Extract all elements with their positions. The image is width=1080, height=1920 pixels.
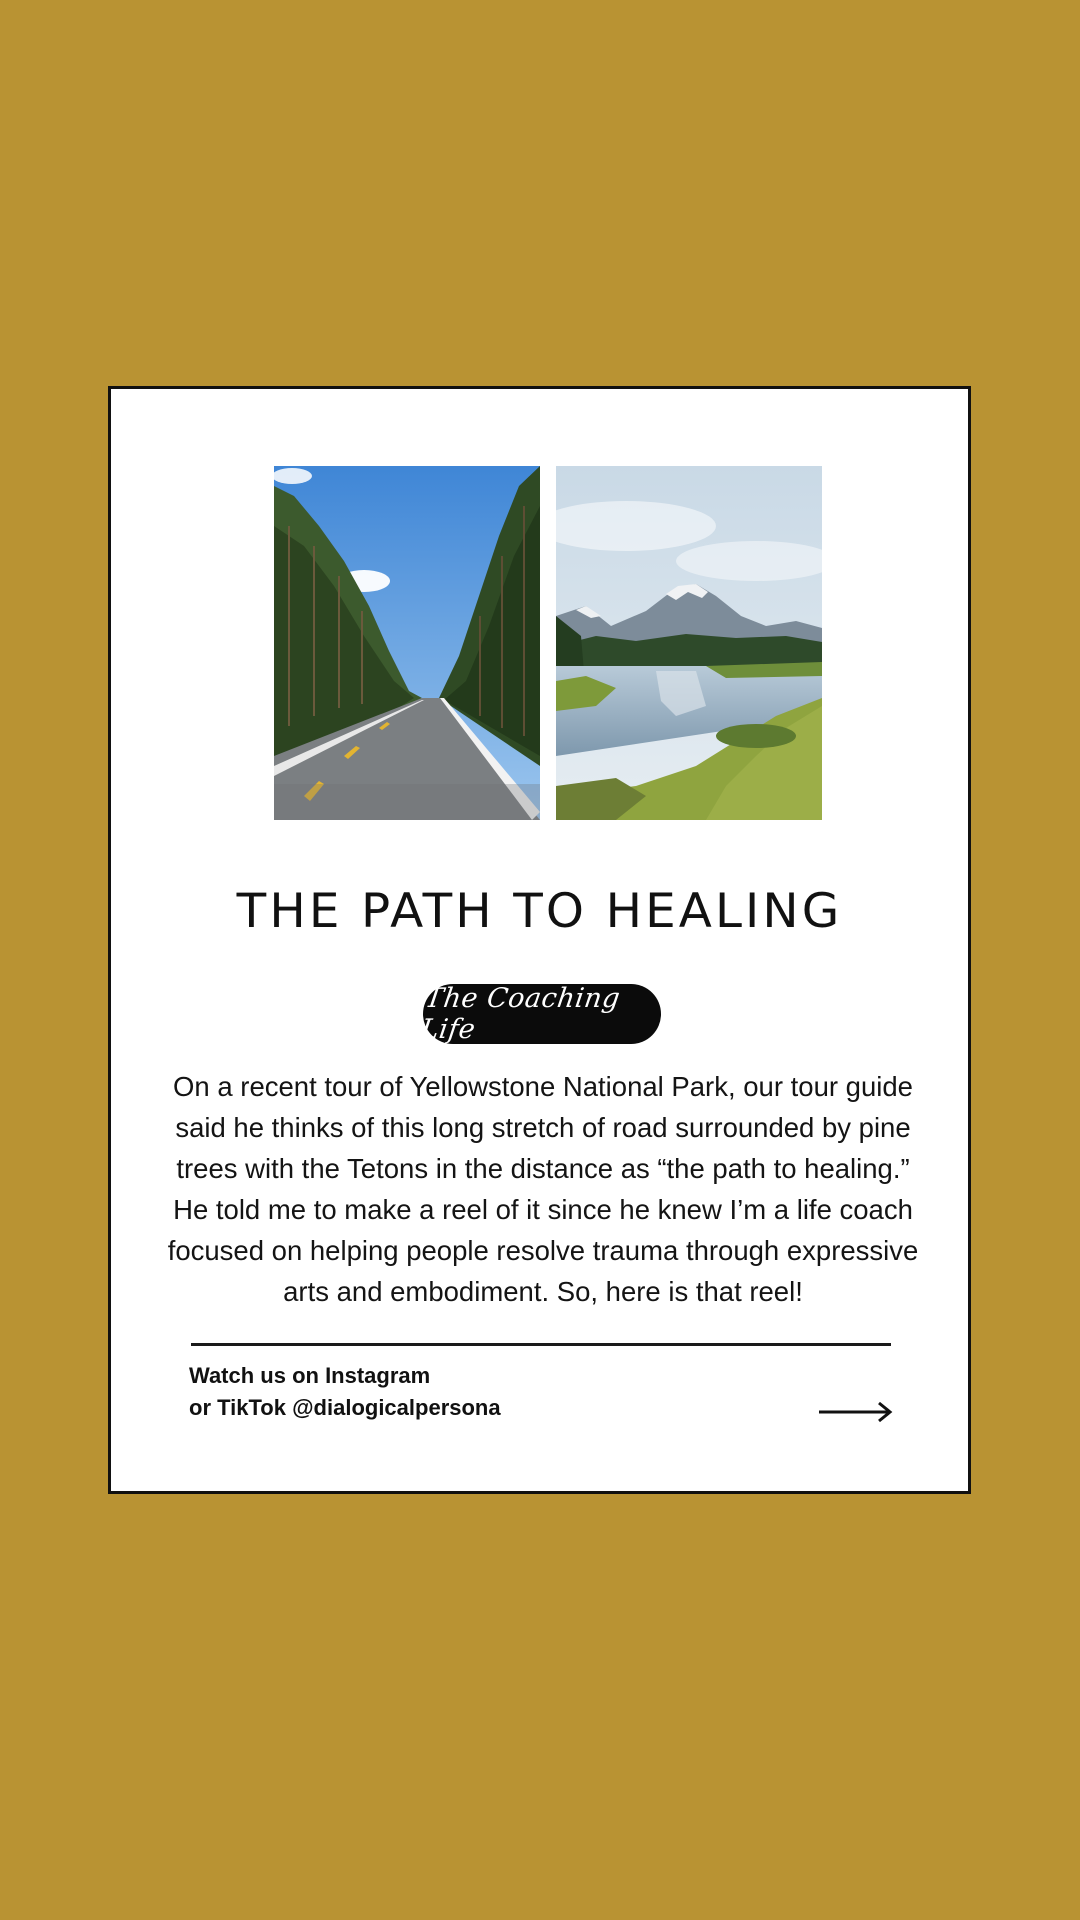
lake-photo	[556, 466, 822, 820]
road-photo	[274, 466, 540, 820]
arrow-right-icon[interactable]	[819, 1400, 893, 1424]
post-card	[108, 386, 971, 1494]
social-line-tiktok: or TikTok @dialogicalpersona	[189, 1395, 501, 1420]
social-line-instagram: Watch us on Instagram	[189, 1363, 431, 1388]
divider	[191, 1343, 891, 1346]
page-title: THE PATH TO HEALING	[236, 884, 843, 939]
brand-badge	[418, 983, 661, 1045]
brand-badge-label: The Coaching Life	[418, 983, 623, 1045]
social-callout	[189, 1360, 501, 1424]
post-body-text: On a recent tour of Yellowstone National Park, our tour guide said he thinks of this long stretch of road surrounded by pine trees with the Tetons in the distance as “the path to healing.” He told me to make a reel of it since he knew I’m a life coach focused on helping people resolve trauma through expressive arts and embodiment. So, here is that reel!	[167, 1071, 919, 1307]
